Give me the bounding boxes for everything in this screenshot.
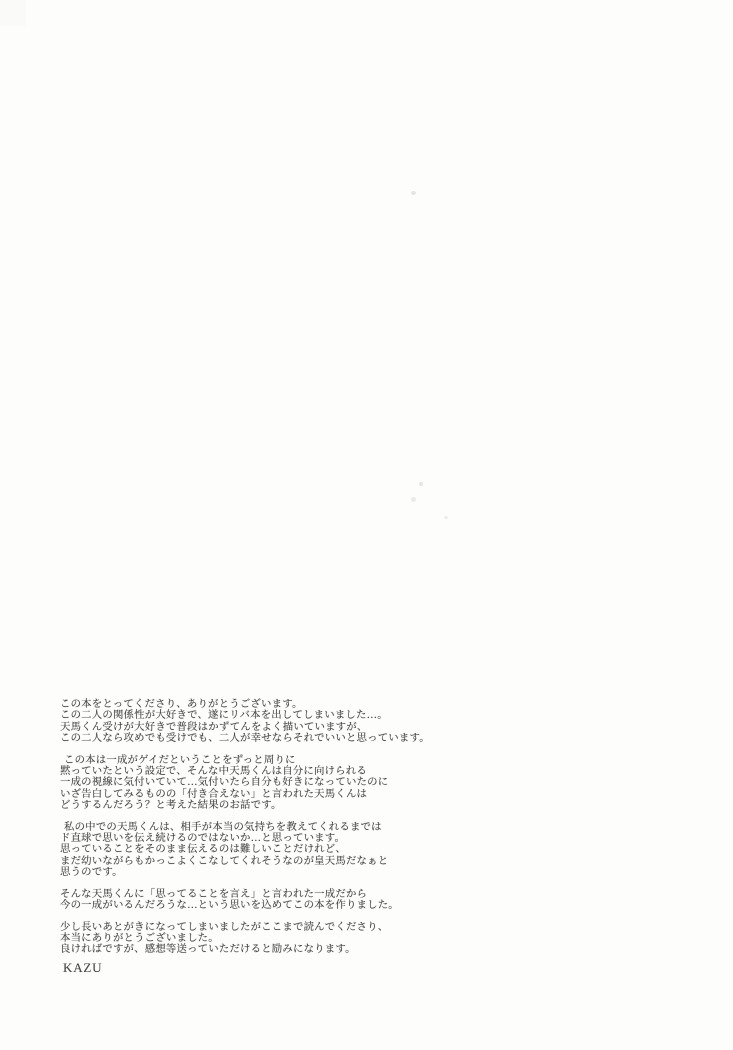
afterword-paragraph (60, 755, 490, 812)
afterword-line: どうするんだろう？と考えた結果のお話です。 (60, 800, 282, 812)
afterword-line: 天馬くん受けが大好きで普段はかずてんをよく描いていますが、 (60, 721, 368, 733)
afterword-line: 思っていることをそのまま伝えるのは難しいことだけれど、 (60, 844, 346, 856)
afterword-paragraph (60, 699, 490, 745)
afterword-line: そんな天馬くんに「思ってることを言え」と言われた一成だから (60, 888, 368, 900)
afterword-line: ド直球で思いを伝え続けるのではないか…と思っています。 (60, 833, 346, 845)
afterword-line: 少し長いあとがきになってしまいましたがここまで読んでくださり、 (60, 921, 389, 933)
afterword-line: 良ければですが、感想等送っていただけると励みになります。 (60, 944, 356, 956)
scan-speck (444, 516, 448, 519)
afterword-text-block (60, 699, 490, 966)
scan-speck (411, 191, 416, 195)
afterword-line: まだ幼いながらもかっこよくこなしてくれそうなのが皇天馬だなぁと (60, 855, 389, 867)
author-signature: KAZU (63, 960, 103, 975)
afterword-line: 一成の視線に気付いていて…気付いたら自分も好きになっていたのに (60, 777, 389, 789)
afterword-line: この二人の関係性が大好きで、遂にリバ本を出してしまいました…。 (60, 710, 388, 722)
afterword-line: 黙っていたという設定で、そんな中天馬くんは自分に向けられる (60, 766, 367, 778)
afterword-line: この本は一成がゲイだということをずっと周りに (64, 754, 296, 766)
scan-speck (419, 482, 423, 486)
afterword-line: この本をとってくださり、ありがとうございます。 (60, 699, 303, 710)
scan-speck (411, 497, 416, 502)
afterword-line: 本当にありがとうございました。 (60, 932, 219, 944)
afterword-paragraph (60, 889, 490, 912)
afterword-line: この二人なら攻めでも受けでも、二人が幸せならそれでいいと思っています。 (60, 733, 430, 745)
scan-corner-shade (0, 0, 26, 26)
afterword-line: 私の中での天馬くんは、相手が本当の気持ちを教えてくれるまでは (64, 821, 382, 833)
afterword-line: 思うのです。 (60, 867, 123, 879)
afterword-line: いざ告白してみるものの「付き合えない」と言われた天馬くんは (60, 788, 368, 800)
afterword-paragraph (60, 822, 490, 879)
afterword-line: 今の一成がいるんだろうな…という思いを込めてこの本を作りました。 (60, 900, 399, 912)
afterword-paragraph (60, 922, 490, 956)
